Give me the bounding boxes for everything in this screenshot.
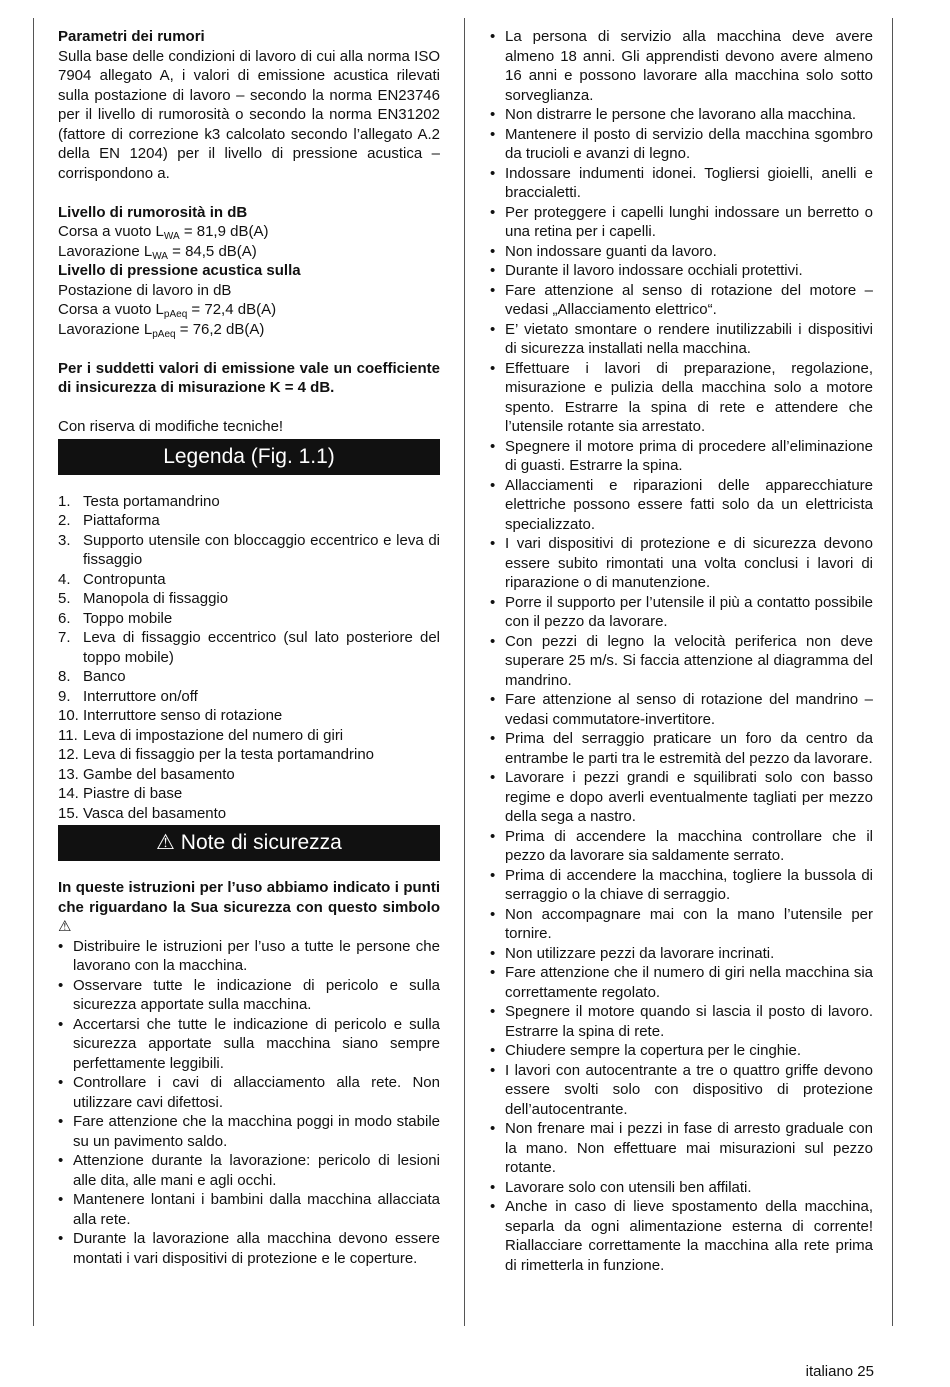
list-item: • Lavorare solo con utensili ben affilati. — [490, 1178, 752, 1196]
legend-item: 15. Vasca del basamento — [58, 804, 227, 822]
legend-item: 10. Interruttore senso di rotazione — [58, 707, 283, 724]
list-item: • Porre il supporto per l’utensile il più a contatto possibile con il pezzo da lavorare. — [490, 593, 873, 630]
legend-item: 12. Leva di fissaggio per la testa portamandrino — [58, 746, 375, 763]
list-item: • Fare attenzione al senso di rotazione del mandrino – vedasi commutatore-invertitore. — [490, 691, 873, 728]
legend-list — [58, 492, 440, 824]
legend-item: 4. Contropunta — [58, 570, 166, 588]
list-item: • Attenzione durante la lavorazione: pericolo di lesioni alle dita, alle mani e agli occhi. — [58, 1152, 440, 1189]
center-column-rule — [464, 18, 465, 1326]
safety-section-heading: ⚠ Note di sicurezza — [58, 825, 440, 861]
uncertainty-note: Per i suddetti valori di emissione vale un coefficiente di insicurezza di misurazione K = 4 dB. — [58, 359, 440, 396]
list-item: • Durante il lavoro indossare occhiali protettivi. — [490, 262, 803, 279]
legend-item: 14. Piastre di base — [58, 785, 183, 802]
list-item: • Non distrarre le persone che lavorano alla macchina. — [490, 106, 857, 123]
list-item: • Prima di accendere la macchina, togliere la bussola di serraggio o la chiave di serraggio. — [490, 866, 873, 903]
noise-heading: Parametri dei rumori — [58, 28, 205, 45]
legend-section-heading: Legenda (Fig. 1.1) — [58, 439, 440, 475]
power-work-value: Lavorazione $L_{WA} = 84,5$ dB(A) — [58, 242, 257, 262]
pressure-work-value: Lavorazione $L_{pAeq} = 76,2$ dB(A) — [58, 320, 265, 340]
legend-item: 7. Leva di fissaggio eccentrico (sul lato posteriore del toppo mobile) — [58, 629, 440, 666]
list-item: • Fare attenzione al senso di rotazione del motore – vedasi „Allacciamento elettrico“. — [490, 281, 873, 318]
legend-item: 6. Toppo mobile — [58, 609, 173, 627]
list-item: • Allacciamenti e riparazioni delle apparecchiature elettriche possono essere fatti solo da un elettricista specializzato. — [490, 476, 873, 533]
list-item: • Indossare indumenti idonei. Togliersi gioielli, anelli e braccialetti. — [490, 164, 873, 201]
list-item: • Mantenere lontani i bambini dalla macchina allacciata alla rete. — [58, 1191, 440, 1228]
list-item: • Fare attenzione che il numero di giri nella macchina sia correttamente regolato. — [490, 964, 873, 1001]
legend-item: 13. Gambe del basamento — [58, 765, 235, 783]
list-item: • Per proteggere i capelli lunghi indossare un berretto o una retina per i capelli. — [490, 203, 873, 240]
list-item: • Fare attenzione che la macchina poggi in modo stabile su un pavimento saldo. — [58, 1113, 440, 1150]
list-item: • E’ vietato smontare o rendere inutilizzabili i dispositivi di sicurezza installati nella macchina. — [490, 320, 873, 357]
list-item: • Distribuire le istruzioni per l’uso a tutte le persone che lavorano con la macchina. — [58, 937, 440, 974]
noise-text: Sulla base delle condizioni di lavoro di cui alla norma ISO 7904 allegato A, i valori di emissione acustica rilevati sulla postazione di lavoro – secondo la norma EN23746 per il livello di rumorosità o secondo la norma EN31202 (fattore di correzione k3 calcolato secondo l’allegato A.2 della EN 1204) per il livello di pressione acustica – corrispondono a. — [58, 47, 440, 182]
safety-list-left — [58, 937, 440, 1269]
list-item: • Chiudere sempre la copertura per le cinghie. — [490, 1042, 801, 1059]
list-item: • Non frenare mai i pezzi in fase di arresto graduale con la mano. Non effettuare mai misurazioni sul pezzo rotante. — [490, 1120, 873, 1176]
list-item: • Con pezzi di legno la velocità periferica non deve superare 25 m/s. Si faccia attenzione al diagramma del mandrino. — [490, 632, 873, 689]
list-item: • I vari dispositivi di protezione e di sicurezza devono essere subito rimontati una volta conclusi i lavori di riparazione o di manutenzione. — [490, 535, 873, 591]
legend-item: 9. Interruttore on/off — [58, 687, 198, 705]
list-item: • La persona di servizio alla macchina deve avere almeno 18 anni. Gli apprendisti devono avere almeno 16 anni e possono lavorare alla macchina solo sotto sorveglianza. — [490, 28, 873, 104]
list-item: • Prima di accendere la macchina controllare che il pezzo da lavorare sia saldamente serrato. — [490, 827, 873, 864]
list-item: • Osservare tutte le indicazione di pericolo e sulla sicurezza apportate sulla macchina. — [58, 976, 440, 1013]
list-item: • I lavori con autocentrante a tre o quattro griffe devono essere svolti solo con dispositivo di protezione dell’autocentrante. — [490, 1061, 873, 1118]
list-item: • Accertarsi che tutte le indicazione di pericolo e sulla sicurezza apportate sulla macchina siano sempre perfettamente leggibili. — [58, 1015, 440, 1072]
list-item: • Lavorare i pezzi grandi e squilibrati solo con basso regime e dopo averli eventualmente tagliati per mezzo della sega a nastro. — [490, 769, 873, 825]
list-item: • Effettuare i lavori di preparazione, regolazione, misurazione e pulizia della macchina solo a motore spento. Estrarre la spina di rete e attendere che l’utensile rotante sia arrestato. — [490, 359, 873, 435]
left-column-rule — [33, 18, 34, 1326]
list-item: • Spegnere il motore prima di procedere all’eliminazione di guasti. Estrarre la spina. — [490, 437, 873, 474]
list-item: • Prima del serraggio praticare un foro da centro da entrambe le parti tra le estremità del pezzo da lavorare. — [490, 730, 873, 767]
left-column — [58, 27, 440, 1268]
reserve-note: Con riserva di modifiche tecniche! — [58, 418, 284, 435]
legend-item: 1. Testa portamandrino — [58, 492, 220, 510]
legend-item: 2. Piattaforma — [58, 512, 160, 529]
list-item: • Anche in caso di lieve spostamento della macchina, separla da ogni alimentazione esterna di corrente! Riallacciare correttamente la macchina alla rete prima di rimetterla in funzione. — [490, 1198, 873, 1274]
right-column — [490, 27, 873, 1275]
pressure-idle-value: Corsa a vuoto $L_{pAeq} = 72,4$ dB(A) — [58, 301, 277, 320]
power-idle-value: Corsa a vuoto $L_{WA} = 81,9$ dB(A) — [58, 223, 269, 242]
power-level-heading: Livello di rumorosità in dB — [58, 203, 248, 221]
pressure-level-heading: Livello di pressione acustica sulla — [58, 262, 301, 279]
pressure-subheading: Postazione di lavoro in dB — [58, 281, 232, 299]
list-item: • Spegnere il motore quando si lascia il posto di lavoro. Estrarre la spina di rete. — [490, 1003, 873, 1040]
safety-intro: In queste istruzioni per l’uso abbiamo indicato i punti che riguardano la Sua sicurezza con questo simbolo ⚠ — [58, 879, 440, 935]
legend-item: 8. Banco — [58, 668, 126, 685]
list-item: • Durante la lavorazione alla macchina devono essere montati i vari dispositivi di protezione e le coperture. — [58, 1230, 440, 1267]
list-item: • Non utilizzare pezzi da lavorare incrinati. — [490, 944, 775, 962]
list-item: • Mantenere il posto di servizio della macchina sgombro da trucioli e avanzi di legno. — [490, 125, 873, 162]
page-number: italiano 25 — [805, 1363, 874, 1380]
legend-item: 11. Leva di impostazione del numero di giri — [58, 726, 344, 744]
list-item: • Non indossare guanti da lavoro. — [490, 242, 717, 260]
safety-list-right — [490, 27, 873, 1275]
list-item: • Controllare i cavi di allacciamento alla rete. Non utilizzare cavi difettosi. — [58, 1074, 440, 1111]
right-column-rule — [892, 18, 893, 1326]
list-item: • Non accompagnare mai con la mano l’utensile per tornire. — [490, 905, 873, 942]
legend-item: 3. Supporto utensile con bloccaggio eccentrico e leva di fissaggio — [58, 531, 440, 568]
legend-item: 5. Manopola di fissaggio — [58, 590, 229, 607]
